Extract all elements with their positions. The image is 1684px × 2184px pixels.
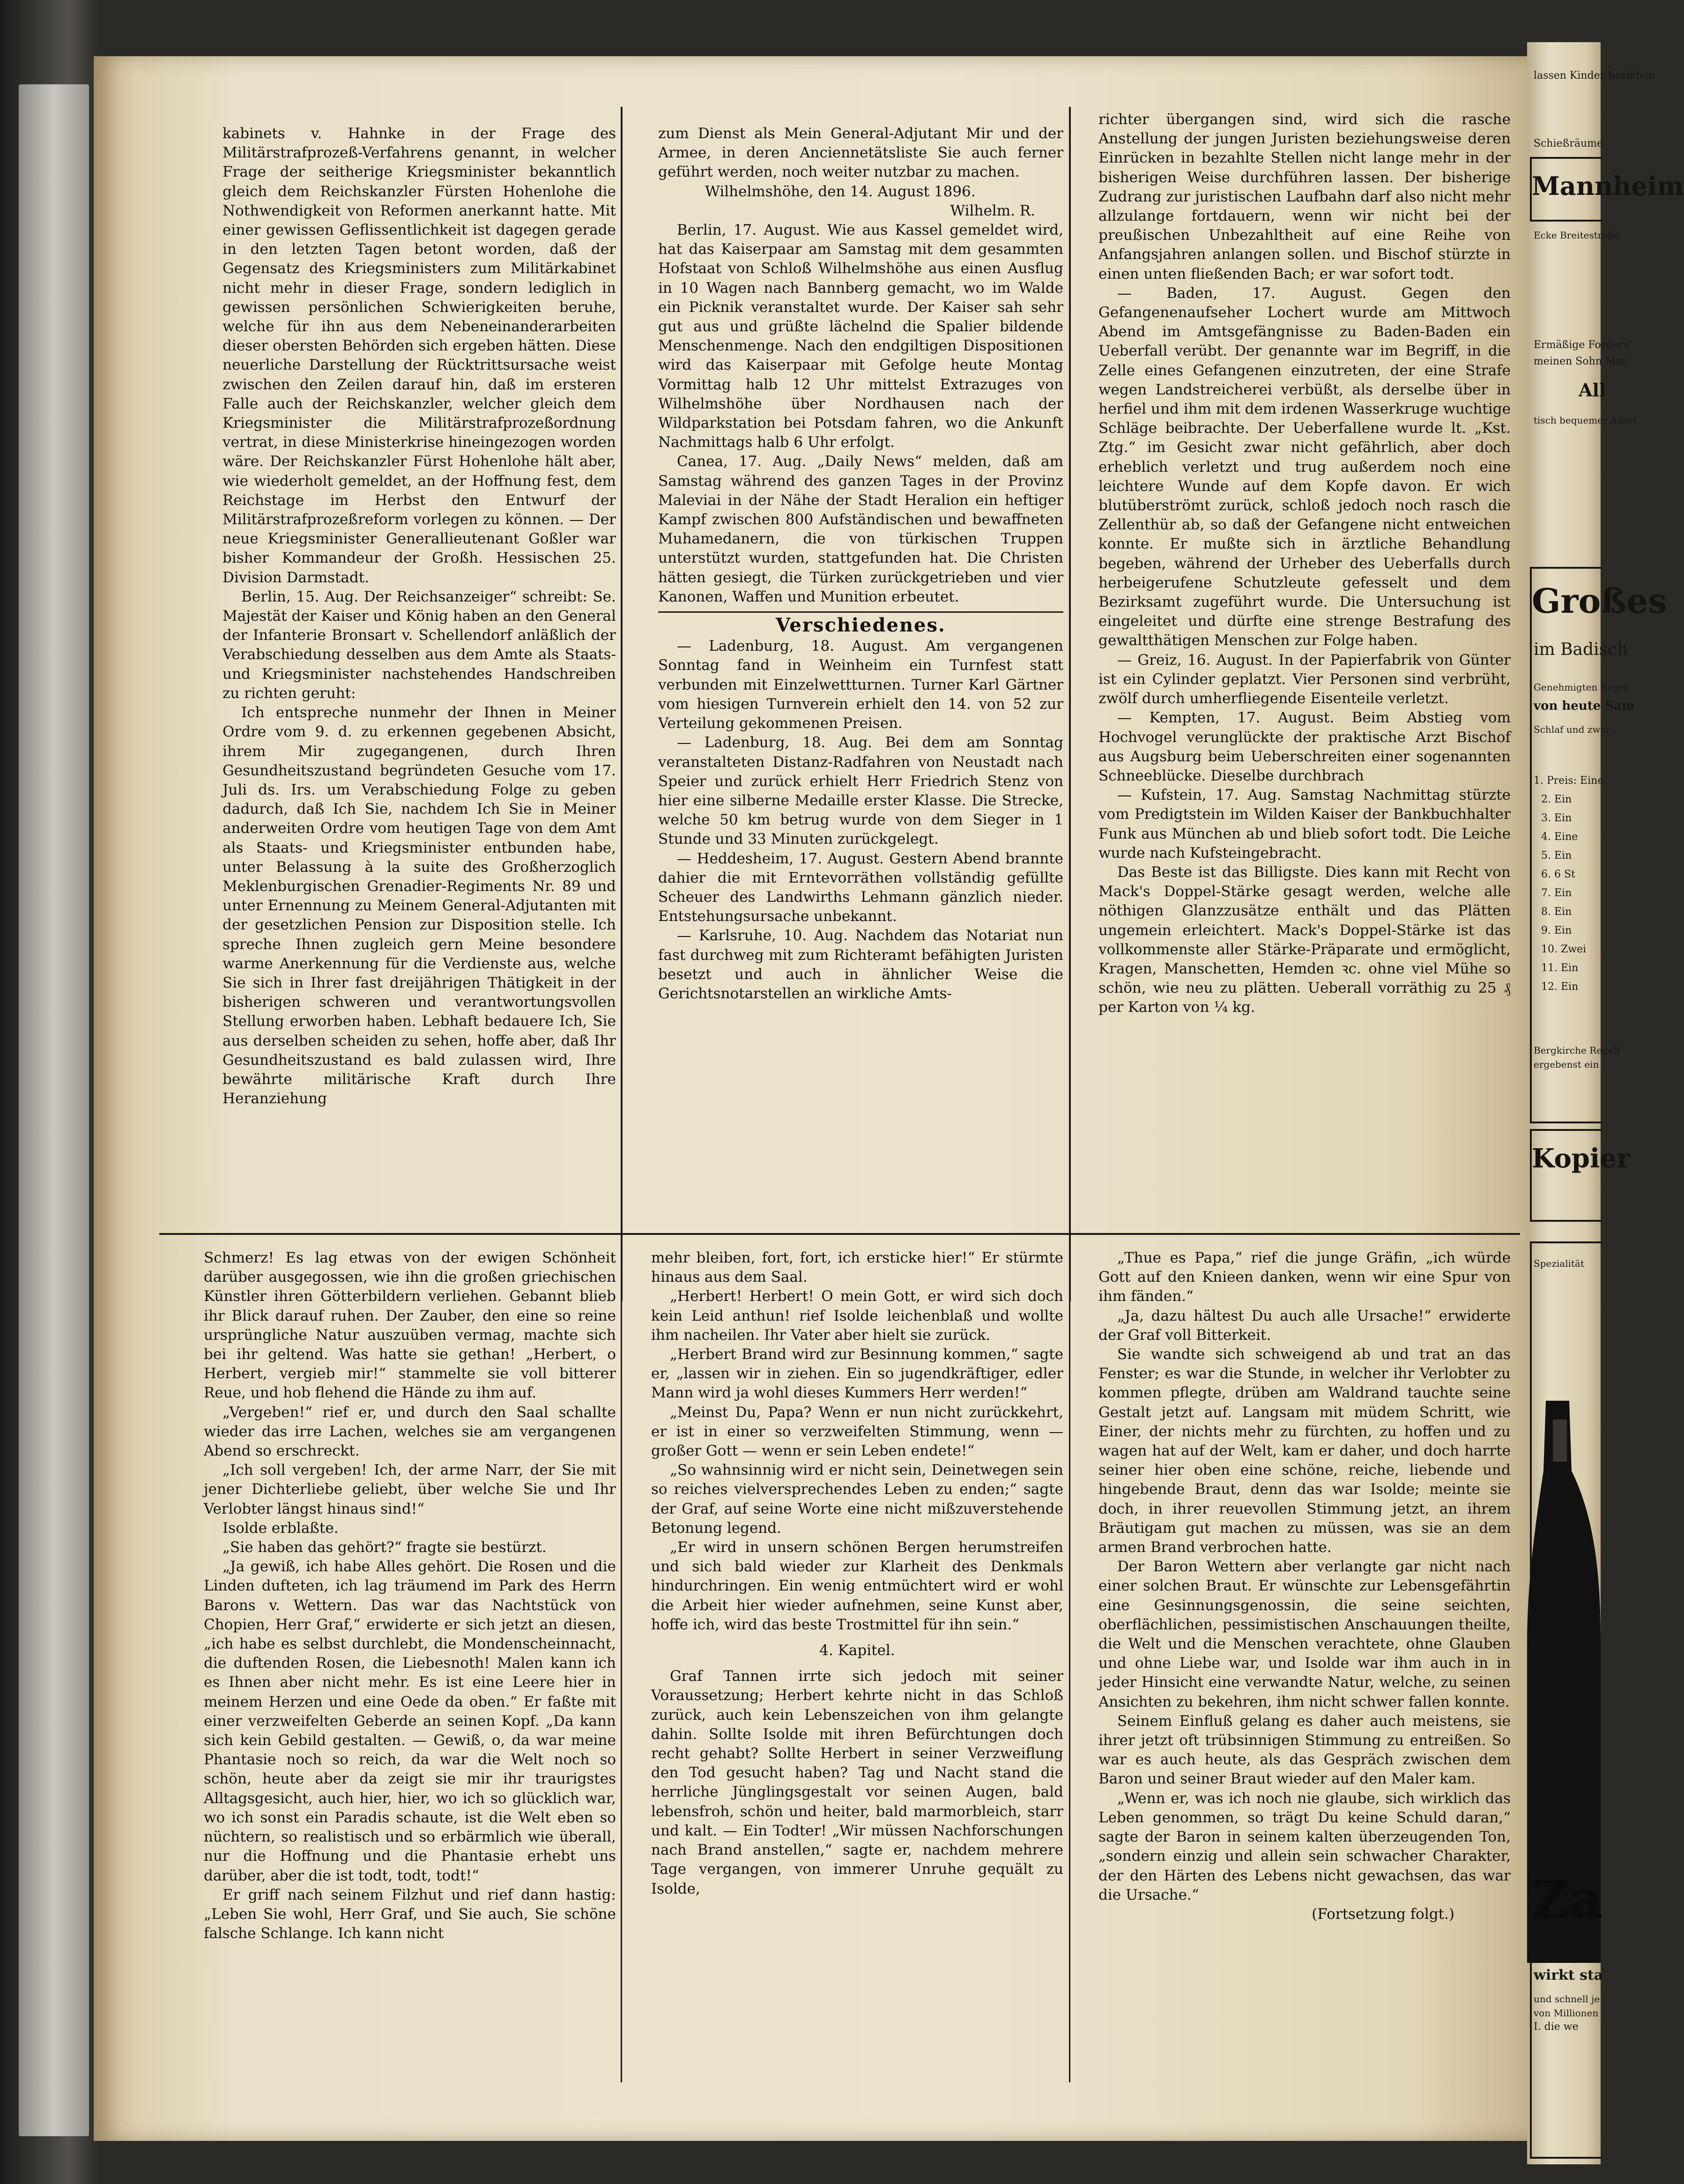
article-paragraph: — Heddesheim, 17. August. Gestern Abend brannte dahier die mit Erntevorräthen vollständig gefüllte Scheuer des Landwirths Lehmann gänzlich nieder. Entstehungsursache unbekannt. (658, 850, 1063, 925)
section-rule (658, 611, 1063, 613)
article-paragraph: richter übergangen sind, wird sich die rasche Anstellung der jungen Juristen beziehungsweise deren Einrücken in bezahlte Stellen nicht lange mehr in der bisherigen Weise durchführen lassen. Der bisherige Zudrang zur juristischen Laufbahn darf also nicht mehr allzulange fortdauern, wenn wir nicht bei der preußischen Unbezahltheit auf eine Reihe von Anfangsjahren anlangen sollen. und Bischof stürzte in einen unten fließenden Bach; er war sofort todt. (1098, 111, 1511, 282)
story-paragraph: „Ja, dazu hältest Du auch alle Ursache!“ erwiderte der Graf voll Bitterkeit. (1098, 1307, 1511, 1344)
feuilleton-column-3 (1098, 1248, 1511, 2082)
neighbor-list-item: 9. Ein (1541, 925, 1572, 936)
neighbor-text: von heute Sam (1534, 699, 1635, 713)
neighbor-heading: Kopier (1532, 1143, 1631, 1174)
story-paragraph: „Er wird in unsern schönen Bergen herumstreifen und sich bald wieder zur Klarheit des Denkmals hindurchringen. Ein wenig entmüchtert wird er wohl die Arbeit hier wieder aufnehmen, seine Kunst aber, hoffe ich, wird das beste Trostmittel für ihn sein.“ (651, 1539, 1063, 1633)
story-paragraph: „Vergeben!“ rief er, und durch den Saal schallte wieder das irre Lachen, welches sie am vergangenen Abend so erschreckt. (204, 1404, 616, 1460)
article-paragraph: — Ladenburg, 18. August. Am vergangenen Sonntag fand in Weinheim ein Turnfest statt verbunden mit Einzelwettturnen. Turner Karl Gärtner vom hiesigen Turnverein erhielt den 14. von 52 zur Verteilung gekommenen Preisen. (658, 638, 1063, 732)
neighbor-list-item: 6. 6 St (1541, 869, 1575, 880)
story-paragraph: „Herbert! Herbert! O mein Gott, er wird sich doch kein Leid anthun! rief Isolde leichenblaß und wollte ihm nacheilen. Ihr Vater aber hielt sie zurück. (651, 1288, 1063, 1344)
adjacent-page-edge (1527, 42, 1684, 2164)
neighbor-text: Ecke Breitestraße (1534, 230, 1620, 241)
neighbor-list-item: 8. Ein (1541, 906, 1572, 918)
article-paragraph: Berlin, 17. August. Wie aus Kassel gemeldet wird, hat das Kaiserpaar am Samstag mit dem gesammten Hofstaat von Schloß Wilhelmshöhe aus einen Ausflug in 10 Wagen nach Bannberg gemacht, wo im Walde ein Picknik veranstaltet wurde. Der Kaiser sah sehr gut aus und grüßte lächelnd die Spalier bildende Menschenmenge. Nach den endgiltigen Dispositionen wird das Kaiserpaar mit Gefolge heute Montag Vormittag halb 12 Uhr mittelst Extrazuges von Wilhelmshöhe über Nordhausen nach der Wildparkstation bei Potsdam fahren, wo die Ankunft Nachmittags halb 6 Uhr erfolgt. (658, 222, 1063, 451)
neighbor-text: meinen Sohn Mar (1534, 356, 1627, 367)
neighbor-heading: Za (1532, 1869, 1603, 1930)
article-paragraph: kabinets v. Hahnke in der Frage des Militärstrafprozeß-Verfahrens genannt, in welcher Frage der seitherige Kriegsminister bekanntlich gleich dem Reichskanzler Fürsten Hohenlohe die Nothwendigkeit von Reformen anerkannt hatte. Mit einer gewissen Geflissentlichkeit ist dagegen gerade in den letzten Tagen betont worden, daß der Gegensatz des Kriegsministers zum Militärkabinet nicht mehr in dieser Frage, sondern lediglich in gewissen persönlichen Schwierigkeiten beruhe, welche für ihn aus dem Nebeneinanderarbeiten dieser obersten Behörden sich ergeben hätten. Diese neuerliche Darstellung der Rücktrittsursache weist zwischen den Zeilen darauf hin, daß im ersteren Falle auch der Reichskanzler, welcher gleich dem Kriegsminister die Militärstrafprozeßordnung vertrat, in diese Ministerkrise hineingezogen worden wäre. Der Reichskanzler Fürst Hohenlohe hält aber, wie wiederholt gemeldet, an der Hoffnung fest, dem Reichstage im Herbst den Entwurf der Militärstrafprozeßreform vorlegen zu können. — Der neue Kriegsminister Generallieutenant Goßler war bisher Kommandeur der Großh. Hessischen 25. Division Darmstadt. (223, 125, 616, 586)
column-rule (621, 1241, 622, 2082)
neighbor-text: Ermäßige Forderu (1534, 339, 1630, 351)
neighbor-text: von Millionen (1534, 2007, 1599, 2019)
story-paragraph: Schmerz! Es lag etwas von der ewigen Schönheit darüber ausgegossen, wie ihn die großen griechischen Künstler ihren Götterbildern verliehen. Gebannt blieb ihr Blick darauf ruhen. Der Zauber, den eine so reine ursprüngliche Natur auszuüben vermag, machte sich bei ihr geltend. Was hatte sie gethan! „Herbert, o Herbert, vergieb mir!“ stammelte sie voll bitterer Reue, und hob flehend die Hände zu ihm auf. (204, 1249, 616, 1402)
neighbor-list-item: 10. Zwei (1541, 943, 1587, 955)
story-paragraph: Er griff nach seinem Filzhut und rief dann hastig: „Leben Sie wohl, Herr Graf, und Sie auch, Sie schöne falsche Schlange. Ich kann nicht (204, 1886, 616, 1942)
feuilleton-divider (159, 1233, 1520, 1235)
feuilleton-column-2 (651, 1248, 1063, 2082)
neighbor-text: Spezialität (1534, 1258, 1584, 1269)
neighbor-text: Bergkirche Regelf (1534, 1045, 1620, 1056)
neighbor-list-item: 7. Ein (1541, 887, 1572, 899)
neighbor-text: im Badisch (1534, 640, 1628, 659)
signature: Wilhelm. R. (950, 202, 1035, 219)
story-paragraph: „Ich soll vergeben! Ich, der arme Narr, der Sie mit jener Dichterliebe geliebt, über welche Sie und Ihr Verlobter längst hinaus sind!“ (204, 1462, 616, 1517)
feuilleton-column-1 (204, 1248, 616, 2082)
advertisement-notice: Das Beste ist das Billigste. Dies kann mit Recht von Mack's Doppel-Stärke gesagt werden, welche alle nöthigen Glanzzusätze enthält und das Plätten ungemein erleichtert. Mack's Doppel-Stärke ist das vollkommenste aller Stärke-Präparate und ermöglicht, Kragen, Manschetten, Hemden ꝛc. ohne viel Mühe so schön, wie neu zu plätten. Ueberall vorräthig zu 25 ₰ per Karton von ¼ kg. (1098, 863, 1511, 1016)
dateline: Wilhelmshöhe, den 14. August 1896. (705, 183, 976, 200)
story-paragraph: Graf Tannen irrte sich jedoch mit seiner Voraussetzung; Herbert kehrte nicht in das Schloß zurück, auch kein Lebenszeichen von ihm gelangte dahin. Sollte Isolde mit ihren Befürchtungen doch recht gehabt? Sollte Herbert in seiner Verzweiflung den Tod gesucht haben? Tag und Nacht stand die herrliche Jünglingsgestalt vor seinen Augen, bald lebensfroh, schön und heiter, bald marmorbleich, starr und kalt. — Ein Todter! „Wir müssen Nachforschungen nach Brand anstellen,“ sagte er, nachdem mehrere Tage vergangen, von immerer Unruhe gequält zu Isolde, (651, 1668, 1063, 1897)
neighbor-heading: All (1579, 379, 1606, 401)
neighbor-list-item: 3. Ein (1541, 812, 1572, 824)
news-column-3 (1098, 110, 1511, 1227)
neighbor-text: Schießräume (1534, 138, 1603, 149)
chapter-heading: 4. Kapitel. (819, 1642, 895, 1659)
news-column-2 (658, 124, 1063, 1227)
neighbor-heading: Großes (1532, 581, 1667, 621)
neighbor-list-item: 5. Ein (1541, 850, 1572, 862)
neighbor-text: lassen Kinder beziehen (1534, 70, 1655, 82)
neighbor-text: wirkt sta (1534, 1967, 1603, 1983)
article-paragraph: — Ladenburg, 18. Aug. Bei dem am Sonntag veranstalteten Distanz-Radfahren von Neustadt nach Speier und zurück erhielt Herr Friedrich Stenz von hier eine silberne Medaille erster Klasse. Die Strecke, welche 50 km betrug wurde von dem Sieger in 1 Stunde und 33 Minuten zurückgelegt. (658, 734, 1063, 848)
neighbor-text: I. die we (1534, 2021, 1579, 2033)
neighbor-heading: Mannheim (1532, 171, 1684, 201)
story-paragraph: „So wahnsinnig wird er nicht sein, Deinetwegen sein so reiches vielversprechendes Leben zu enden;“ sagte der Graf, auf seine Worte eine nicht mißzuverstehende Betonung legend. (651, 1462, 1063, 1537)
binding-board (19, 84, 89, 2136)
neighbor-text: 1. Preis: Eine (1534, 775, 1604, 787)
neighbor-list-item: 4. Eine (1541, 831, 1578, 843)
neighbor-list-item: 11. Ein (1541, 962, 1579, 974)
neighbor-list-item: 2. Ein (1541, 794, 1572, 805)
neighbor-text: Genehmigten Regel (1534, 682, 1628, 693)
neighbor-text: und schnell je (1534, 1993, 1600, 2005)
article-paragraph: — Kempten, 17. August. Beim Abstieg vom Hochvogel verunglückte der praktische Arzt Bischof aus Augsburg beim Ueberschreiten einer sogenannten Schneeblücke. Dieselbe durchbrach (1098, 709, 1511, 784)
article-paragraph: Ich entspreche nunmehr der Ihnen in Meiner Ordre vom 9. d. zu erkennen gegebenen Absicht, ihrem Mir zugegangenen, durch Ihren Gesundheitszustand begründeten Gesuche vom 17. Juli ds. Irs. um Verabschiedung Folge zu geben dadurch, daß Ich Sie, nachdem Ich Sie in Meiner anderweiten Ordre vom heutigen Tage von dem Amt als Staats- und Kriegsminister entbunden habe, unter Belassung à la suite des Großherzoglich Meklenburgischen Grenadier-Regiments Nr. 89 und unter Ernennung zu Meinem General-Adjutanten mit der gesetzlichen Pension zur Disposition stelle. Ich spreche Ihnen zugleich gern Meine besondere warme Anerkennung für die Verdienste aus, welche Sie sich in Ihrer fast dreijährigen Thätigkeit in der bisherigen schweren und verantwortungsvollen Stellung erworben haben. Lebhaft bedauere Ich, Sie aus derselben scheiden zu sehen, hoffe aber, daß Ihr Gesundheitszustand es bald zulassen wird, Ihre bewährte militärische Kraft durch Ihre Heranziehung (223, 704, 616, 1107)
column-rule (621, 107, 623, 1301)
article-paragraph: Canea, 17. Aug. „Daily News“ melden, daß am Samstag während des ganzen Tages in der Provinz Maleviai in der Nähe der Stadt Heralion ein heftiger Kampf zwischen 800 Aufständischen und bewaffneten Muhamedanern, die von türkischen Truppen unterstützt wurden, stattgefunden hat. Die Christen hätten gesiegt, die Türken zurückgetrieben und vier Kanonen, Waffen und Munition erbeutet. (658, 453, 1063, 605)
article-paragraph: — Kufstein, 17. Aug. Samstag Nachmittag stürzte vom Predigtstein im Wilden Kaiser der Bankbuchhalter Funk aus München ab und blieb sofort todt. Die Leiche wurde nach Kufsteingebracht. (1098, 787, 1511, 862)
article-paragraph: — Greiz, 16. August. In der Papierfabrik von Günter ist ein Cylinder geplatzt. Vier Personen sind verbrüht, zwölf durch umherfliegende Eisenteile verletzt. (1098, 651, 1511, 707)
continuation-note: (Fortsetzung folgt.) (1312, 1905, 1454, 1923)
story-paragraph: Der Baron Wettern aber verlangte gar nicht nach einer solchen Braut. Er wünschte zur Lebensgefährtin eine Gesinnungsgenossin, die seine seichten, oberflächlichen, pessimistischen Anschauungen theilte, die Welt und die Menschen verachtete, ohne Glauben und ohne Liebe war, und Isolde war ihm auch in in jeder Hinsicht eine verwandte Natur, welche, zu seinen Ansichten zu bekehren, ihm nicht schwer fallen konnte. (1098, 1558, 1511, 1710)
story-paragraph: Sie wandte sich schweigend ab und trat an das Fenster; es war die Stunde, in welcher ihr Verlobter zu kommen pflegte, drüben am Waldrand tauchte seine Gestalt jetzt auf. Langsam mit müdem Schritt, wie Einer, der nichts mehr zu fürchten, zu hoffen und zu wagen hat auf der Welt, kam er daher, und doch harrte seiner hier oben eine schöne, reiche, liebende und hingebende Braut, denn das war Isolde; meinte sie doch, in ihrer reuevollen Stimmung jetzt, an ihrem Bräutigam gut machen zu müssen, was sie an dem armen Brand verbrochen hatte. (1098, 1346, 1511, 1556)
story-paragraph: Seinem Einfluß gelang es daher auch meistens, sie ihrer jetzt oft trübsinnigen Stimmung zu entreißen. So war es auch heute, als das Gespräch zwischen dem Baron und seiner Braut wieder auf den Maler kam. (1098, 1712, 1511, 1788)
neighbor-text: tisch bequemer Ausst (1534, 415, 1637, 426)
column-rule (1069, 1241, 1070, 2082)
neighbor-list-item: 12. Ein (1541, 981, 1579, 993)
story-paragraph: „Meinst Du, Papa? Wenn er nun nicht zurückkehrt, er ist in einer so verzweifelten Stimmung, wenn — großer Gott — wenn er sein Leben endete!“ (651, 1404, 1063, 1460)
story-paragraph: „Herbert Brand wird zur Besinnung kommen,“ sagte er, „lassen wir in ziehen. Ein so jugendkräftiger, edler Mann wird ja wohl dieses Kummers Herr werden!“ (651, 1346, 1063, 1402)
story-paragraph: Isolde erblaßte. (223, 1519, 339, 1537)
section-heading: Verschiedenes. (776, 614, 946, 637)
column-rule (1069, 107, 1071, 1301)
neighbor-text: Schlaf und zwar (1534, 724, 1610, 735)
article-paragraph: — Baden, 17. August. Gegen den Gefangenenaufseher Lochert wurde am Mittwoch Abend im Amtsgefängnisse zu Baden-Baden ein Ueberfall verübt. Der genannte war im Begriff, in die Zelle eines Gefangenen einzutreten, der eine Strafe wegen Landstreicherei verbüßt, als derselbe über in herfiel und ihm mit dem irdenen Wasserkruge wuchtige Schläge beibrachte. Der Ueberfallene wurde lt. „Kst. Ztg.“ im Gesicht zwar nicht gefährlich, aber doch erheblich verletzt und trug außerdem noch eine leichtere Wunde auf dem Kopfe davon. Er wich blutüberströmt zurück, schloß jedoch noch rasch die Zellenthür ab, so daß der Gefangene nicht entweichen konnte. Er mußte sich in ärztliche Behandlung begeben, während der Urheber des Ueberfalls durch herbeigerufene Schutzleute gefesselt und dem Bezirksamt zugeführt wurde. Die Untersuchung ist eingeleitet und dürfte eine strenge Bestrafung des gewaltthätigen Menschen zur Folge haben. (1098, 284, 1511, 649)
article-paragraph: zum Dienst als Mein General-Adjutant Mir und der Armee, in deren Anciennetätsliste Sie auch ferner geführt werden, noch weiter nutzbar zu machen. (658, 125, 1063, 181)
story-paragraph: „Ja gewiß, ich habe Alles gehört. Die Rosen und die Linden dufteten, ich lag träumend im Park des Herrn Barons v. Wettern. Das war das Nachtstück von Chopien, Herr Graf,“ erwiderte er sich jetzt an diesen, „ich habe es selbst durchlebt, die Mondenscheinnacht, die duftenden Rosen, die Liebesnoth! Malen kann ich es Ihnen aber nicht mehr. Es ist eine Leere hier in meinem Herzen und eine Oede da oben.“ Er faßte mit einer verzweifelten Geberde an seinen Kopf. „Da kann sich kein Gebild gestalten. — Gewiß, o, da war meine Phantasie noch so reich, da war die Welt noch so schön, heute aber da zeigt sie mir ihr traurigstes Alltagsgesicht, auch hier, hier, wo ich so glücklich war, wo ich sonst ein Paradis schaute, ist die Welt eben so nüchtern, so realistisch und so erbärmlich wie überall, nur die Hoffnung und die Phantasie erhebt uns darüber, aber die ist todt, todt, todt!“ (204, 1558, 616, 1884)
neighbor-text: ergebenst ein (1534, 1059, 1599, 1070)
newspaper-page (94, 56, 1527, 2141)
article-paragraph: Berlin, 15. Aug. Der Reichsanzeiger“ schreibt: Se. Majestät der Kaiser und König haben an den General der Infanterie Bronsart v. Schellendorf anläßlich der Verabschiedung desselben aus dem Amte als Staats- und Kriegsminister nachstehendes Handschreiben zu richten geruht: (223, 588, 616, 702)
story-paragraph: „Wenn er, was ich noch nie glaube, sich wirklich das Leben genommen, so trägt Du keine Schuld daran,“ sagte der Baron in seinem kalten überzeugenden Ton, „sondern einzig und allein sein schwacher Charakter, der den Härten des Lebens nicht gewachsen, das war die Ursache.“ (1098, 1790, 1511, 1903)
news-column-1 (223, 124, 616, 1227)
story-paragraph: „Sie haben das gehört?“ fragte sie bestürzt. (223, 1539, 547, 1556)
article-paragraph: — Karlsruhe, 10. Aug. Nachdem das Notariat nun fast durchweg mit zum Richteramt befähigten Juristen besetzt und auch in ähnlicher Weise die Gerichtsnotarstellen an wirkliche Amts- (658, 927, 1063, 1002)
story-paragraph: mehr bleiben, fort, fort, ich ersticke hier!“ Er stürmte hinaus aus dem Saal. (651, 1249, 1063, 1286)
story-paragraph: „Thue es Papa,“ rief die junge Gräfin, „ich würde Gott auf den Knieen danken, wenn wir eine Spur von ihm fänden.“ (1098, 1249, 1511, 1305)
